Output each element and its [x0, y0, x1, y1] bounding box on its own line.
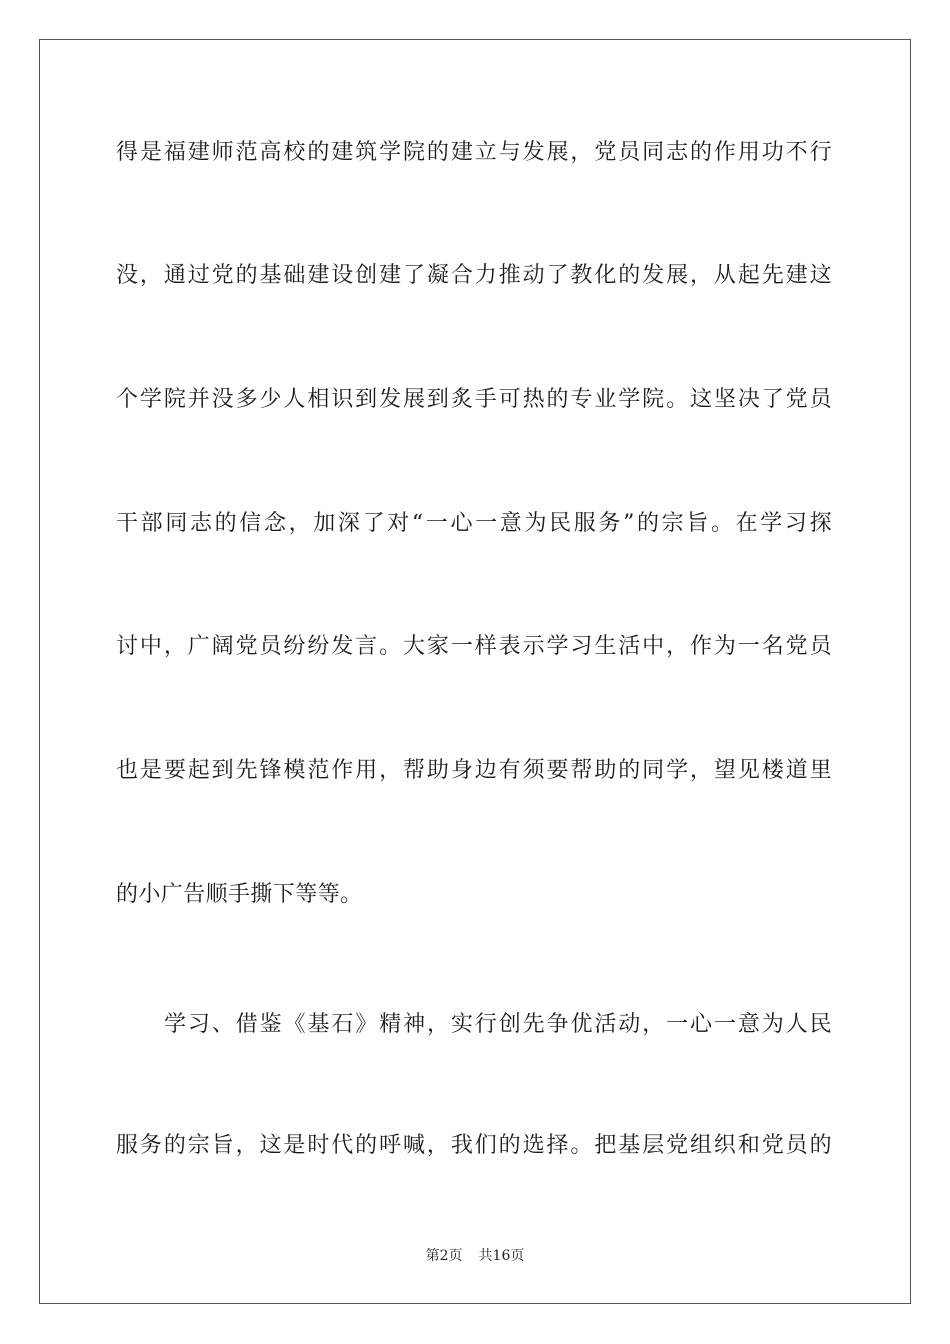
text-line: 没，通过党的基础建设创建了凝合力推动了教化的发展，从起先建这 — [116, 263, 832, 288]
page-number: 第2页 — [425, 1248, 463, 1264]
text-line: 也是要起到先锋模范作用，帮助身边有须要帮助的同学，望见楼道里 — [116, 758, 832, 783]
text-line: 得是福建师范高校的建筑学院的建立与发展，党员同志的作用功不行 — [116, 140, 832, 165]
page-total: 共16页 — [478, 1248, 525, 1264]
text-line: 的小广告顺手撕下等等。 — [116, 882, 363, 907]
text-line: 干部同志的信念，加深了对“一心一意为民服务”的宗旨。在学习探 — [116, 511, 832, 536]
page-footer — [0, 1247, 950, 1265]
paragraph-first-line: 学习、借鉴《基石》精神，实行创先争优活动，一心一意为人民 — [164, 1012, 832, 1037]
text-line: 服务的宗旨，这是时代的呼喊，我们的选择。把基层党组织和党员的 — [116, 1133, 832, 1158]
text-line: 讨中，广阔党员纷纷发言。大家一样表示学习生活中，作为一名党员 — [116, 634, 832, 659]
page-frame — [39, 39, 911, 1304]
text-line: 个学院并没多少人相识到发展到炙手可热的专业学院。这坚决了党员 — [116, 387, 832, 412]
